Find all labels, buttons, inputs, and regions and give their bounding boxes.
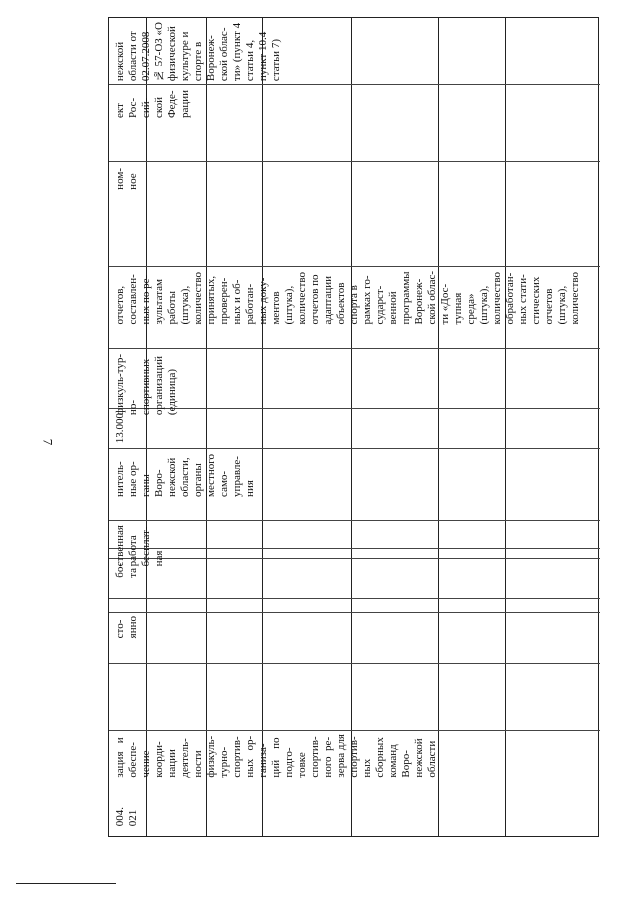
row-divider <box>109 408 600 409</box>
indicators-cell: отчетов, составлен- ных по ре- зультатам работы (штука), количество принятых, проверен- ных и об- работан- ных доку- ментов (штука), количество отчетов по адаптации объектов спорта в рамках го- сударст- венной программы Воронеж- ской облас- ти «Дос- тупная среда» (штука), количество обработан- ных стати- стических отчетов (штука), количество <box>114 271 581 325</box>
row-divider <box>109 84 600 85</box>
row-divider <box>109 348 600 349</box>
footnote-separator <box>16 883 116 884</box>
row-divider <box>109 548 600 549</box>
payment-cell: ственная работа бесплат- ная <box>114 525 165 567</box>
row-divider <box>109 448 600 449</box>
code-cell: 004. 021 <box>114 807 139 827</box>
level-cell: ект Рос- сий- ской Феде- рации <box>114 90 191 119</box>
consumers-cell: физкуль-тур- но- спортивных организаций (единица) <box>114 354 178 416</box>
frequency-cell: сто- янно <box>114 616 139 639</box>
quantity-cell: ном- ное <box>114 168 139 190</box>
service-code-cell: 13.000 <box>114 413 126 444</box>
row-divider <box>109 266 600 267</box>
row-divider <box>109 520 600 521</box>
column-divider <box>146 18 147 836</box>
row-divider <box>109 730 600 731</box>
executors-cell: нитель- ные ор- ганы Воро- нежской области, органы местного само- управле- ния <box>114 454 256 497</box>
basis-cell: нежской области от 02.07.2008 № 57-ОЗ «О физической культуре и спорте в Воронеж- ской облас- ти» (пункт 4 статьи 4, пункт 10.4 статьи 7) <box>114 22 282 82</box>
type-cell: бо- та <box>114 563 139 578</box>
column-divider <box>206 18 207 836</box>
row-divider <box>109 598 600 599</box>
row-divider <box>109 558 600 559</box>
column-divider <box>505 18 506 836</box>
row-divider <box>109 612 600 613</box>
column-divider <box>351 18 352 836</box>
column-divider <box>262 18 263 836</box>
name-cell: зация и обеспе- чение коорди- нации деятель- ности физкуль- турно- спортив- ных ор- ганиза- ций по подго- товке спортив- ного ре- зерва для спортив- ных сборных команд Воро- нежской области <box>114 734 438 778</box>
services-table-row <box>108 17 599 837</box>
column-divider <box>438 18 439 836</box>
row-divider <box>109 161 600 162</box>
row-divider <box>109 663 600 664</box>
page-number: 7 <box>40 438 56 446</box>
